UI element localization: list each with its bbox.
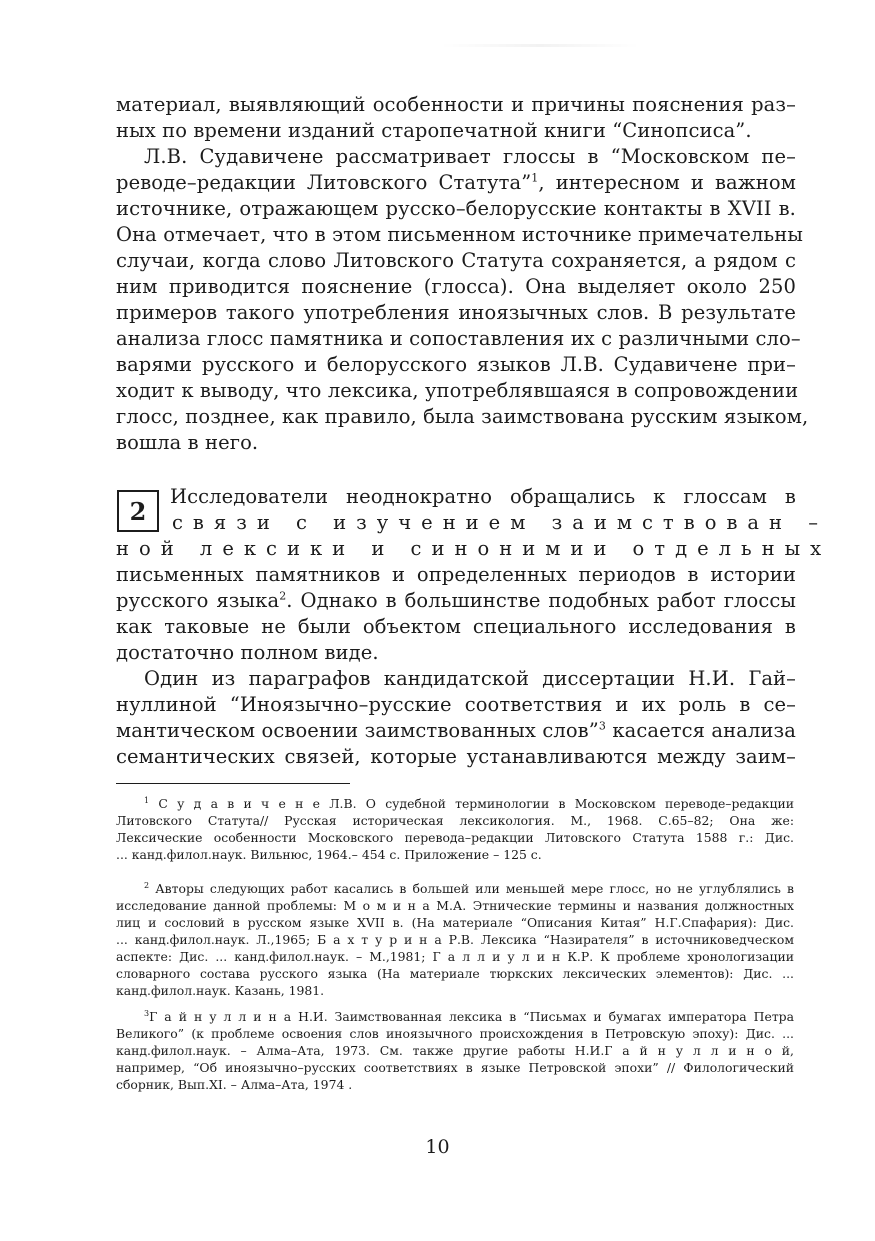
footnote-line <box>144 880 794 897</box>
text-line: Исследователи неоднократно обращались к глоссам в <box>170 485 796 508</box>
text-line: ним приводится пояснение (глосса). Она выделяет около 250 <box>116 275 796 298</box>
text-line: ных по времени изданий старопечатной книги “Синопсиса”. <box>116 119 752 142</box>
footnote-line: исследование данной проблемы: М о м и н а М.А. Этнические термины и названия должностных <box>116 898 794 913</box>
footnote-mark: 1 <box>144 795 150 805</box>
text-segment: русского языка <box>116 589 280 612</box>
text-segment: Г а й н у л л и н а Н.И. Заимствованная лексика в “Письмах и бумагах императора Петра <box>149 1009 794 1024</box>
footnote-line: канд.филол.наук. Казань, 1981. <box>116 983 325 998</box>
text-line: как таковые не были объектом специального исследования в <box>116 615 796 638</box>
text-segment: . Однако в большинстве подобных работ глоссы <box>286 589 796 612</box>
page-number: 10 <box>425 1136 450 1158</box>
text-line: источнике, отражающем русско–белорусские контакты в XVII в. <box>116 197 796 220</box>
footnote-mark: 2 <box>144 880 150 890</box>
text-line: нуллиной “Иноязычно–русские соответствия и их роль в се– <box>116 693 796 716</box>
text-line <box>116 718 796 744</box>
text-line: Л.В. Судавичене рассматривает глоссы в “Московском пе– <box>144 145 796 168</box>
text-line: глосс, позднее, как правило, была заимствована русским языком, <box>116 405 809 428</box>
text-segment: реводе–редакции Литовского Статута” <box>116 171 532 194</box>
text-line: достаточно полном виде. <box>116 641 379 664</box>
footnote-line <box>144 795 794 812</box>
section-number-box: 2 <box>117 490 159 532</box>
text-line: материал, выявляющий особенности и причины пояснения раз– <box>116 93 796 116</box>
footnote-line: аспекте: Дис. ... канд.филол.наук. – М.,1981; Г а л л и у л и н К.Р. К проблеме хронологизации <box>116 949 794 964</box>
footnote-ref-1: 1 <box>531 171 539 185</box>
text-line: Один из параграфов кандидатской диссертации Н.И. Гай– <box>144 667 796 690</box>
text-line: вошла в него. <box>116 431 259 454</box>
footnote-line: сборник, Вып.XI. – Алма–Ата, 1974 . <box>116 1077 353 1092</box>
text-line: примеров такого употребления иноязычных слов. В результате <box>116 301 796 324</box>
text-line: анализа глосс памятника и сопоставления их с различными сло– <box>116 327 801 350</box>
bleed-through-mark <box>440 44 640 47</box>
text-line: письменных памятников и определенных периодов в истории <box>116 563 796 586</box>
text-segment: мантическом освоении заимствованных слов” <box>116 719 599 742</box>
footnote-line: словарного состава русского языка (На материале тюркских лексических элементов): Дис. ... <box>116 966 794 981</box>
text-line: связи с изучением заимствован – <box>172 511 828 534</box>
text-line: ходит к выводу, что лексика, употреблявшаяся в сопровождении <box>116 379 799 402</box>
footnote-line: канд.филол.наук. – Алма–Ата, 1973. См. также другие работы Н.И.Г а й н у л л и н о й, <box>116 1043 794 1058</box>
footnote-ref-3: 3 <box>598 719 606 733</box>
footnote-line: ... канд.филол.наук. Вильнюс, 1964.– 454 с. Приложение – 125 с. <box>116 847 542 862</box>
text-segment: касается анализа <box>605 719 796 742</box>
footnote-line: Великого” (к проблеме освоения слов иноязычного происхождения в Петровскую эпоху): Дис. ... <box>116 1026 794 1041</box>
text-line <box>116 170 796 196</box>
footnote-line: ... канд.филол.наук. Л.,1965; Б а х т у р и н а Р.В. Лексика “Назирателя” в источниковедческом <box>116 932 794 947</box>
text-line: Она отмечает, что в этом письменном источнике примечательны <box>116 223 803 246</box>
footnote-line <box>144 1008 794 1025</box>
footnote-line: Литовского Статута// Русская историческая лексикология. М., 1968. С.65–82; Она же: <box>116 813 794 828</box>
text-line: варями русского и белорусского языков Л.В. Судавичене при– <box>116 353 796 376</box>
footnote-line: лиц и сословий в русском языке XVII в. (На материале “Описания Китая” Н.Г.Спафария): Дис. <box>116 915 794 930</box>
footnote-line: например, “Об иноязычно–русских соответствиях в языке Петровской эпохи” // Филологический <box>116 1060 794 1075</box>
footnote-divider <box>116 783 350 784</box>
text-segment: С у д а в и ч е н е Л.В. О судебной терминологии в Московском переводе–редакции <box>158 796 794 811</box>
text-line: случаи, когда слово Литовского Статута сохраняется, а рядом с <box>116 249 796 272</box>
text-segment: , интересном и важном <box>538 171 796 194</box>
footnote-line: Лексические особенности Московского перевода–редакции Литовского Статута 1588 г.: Дис. <box>116 830 794 845</box>
footnote-ref-2: 2 <box>279 589 287 603</box>
text-line: ной лексики и синонимии отдельных <box>116 537 832 560</box>
footnote-mark: 3 <box>144 1008 150 1018</box>
text-line: семантических связей, которые устанавливаются между заим– <box>116 745 796 768</box>
text-segment: Авторы следующих работ касались в большей или меньшей мере глосс, но не углублялись в <box>155 881 794 896</box>
text-line <box>116 588 796 614</box>
